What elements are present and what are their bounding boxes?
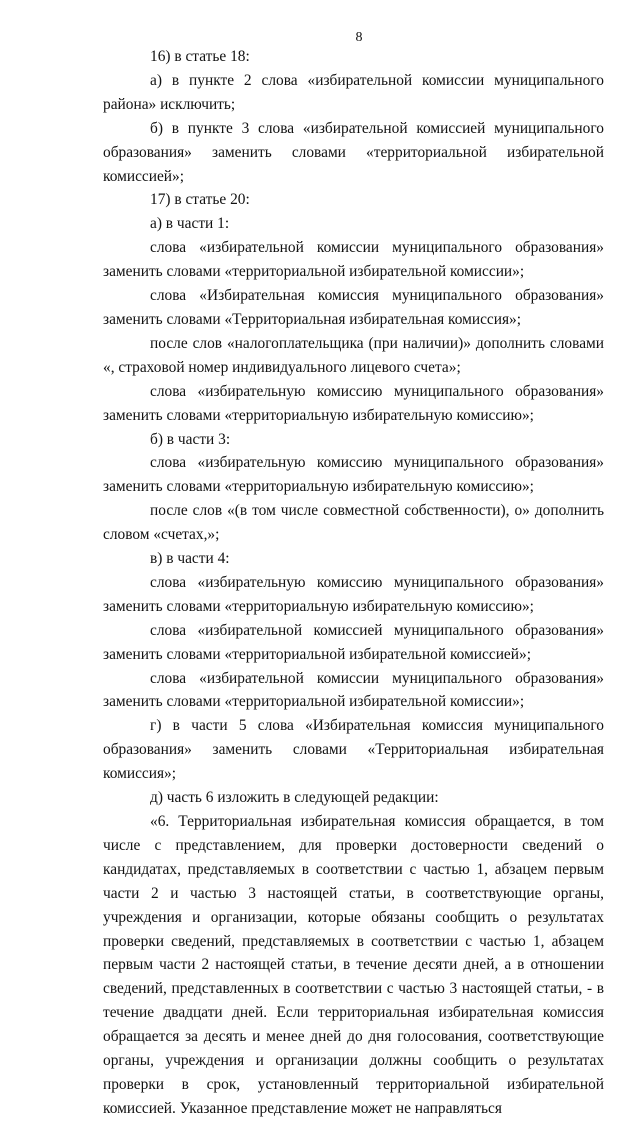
paragraph-17b-item-2: после слов «(в том числе совместной собственности), о» дополнить словом «счетах,»; (103, 502, 604, 544)
paragraph-17a-item-2: слова «Избирательная комиссия муниципального образования» заменить словами «Территориальная избирательная комиссия»; (103, 287, 604, 328)
paragraph-17b: б) в части 3: (150, 430, 231, 448)
paragraph-16b: б) в пункте 3 слова «избирательной комиссией муниципального образования» заменить словами «территориальной избирательной комиссией»; (103, 119, 604, 185)
document-body (103, 45, 604, 1121)
paragraph-17v-item-2: слова «избирательной комиссией муниципального образования» заменить словами «территориальной избирательной комиссией»; (103, 621, 604, 663)
paragraph-17a-item-1: слова «избирательной комиссии муниципального образования» заменить словами «территориальной избирательной комиссии»; (103, 239, 604, 281)
paragraph-17a-item-4: слова «избирательную комиссию муниципального образования» заменить словами «территориальную избирательную комиссию»; (103, 382, 604, 424)
paragraph-17g: г) в части 5 слова «Избирательная комиссия муниципального образования» заменить словами «Территориальная избирательная комиссия»; (103, 717, 604, 783)
paragraph-16-article-18: 16) в статье 18: (150, 48, 250, 65)
page-number: 8 (355, 30, 363, 45)
paragraph-16a: а) в пункте 2 слова «избирательной комиссии муниципального района» исключить; (103, 71, 604, 113)
paragraph-17v: в) в части 4: (150, 550, 230, 568)
paragraph-part-6-text: «6. Территориальная избирательная комиссия обращается, в том числе с представлением, для проверки достоверности сведений о кандидатах, представляемых в соответствии с частью 1, абзацем первым части 2 и частью 3 настоящей статьи, в соответствующие органы, учреждения и организации, которые обязаны сообщить о результатах проверки сведений, представляемых в соответствии с частью 1, абзацем первым части 2 настоящей статьи, в течение десяти дней, а в отношении сведений, представленных в соответствии с частью 3 настоящей статьи, - в течение двадцати дней. Если территориальная избирательная комиссия обращается за десять и менее дней до дня голосования, соответствующие органы, учреждения и организации должны сообщить о результатах проверки в срок, установленный территориальной избирательной комиссией. Указанное представление может не направляться (103, 813, 604, 1117)
paragraph-17b-item-1: слова «избирательную комиссию муниципального образования» заменить словами «территориальную избирательную комиссию»; (103, 454, 604, 496)
paragraph-17v-item-1: слова «избирательную комиссию муниципального образования» заменить словами «территориальную избирательную комиссию»; (103, 573, 604, 615)
paragraph-17a-item-3: после слов «налогоплательщика (при наличии)» дополнить словами «, страховой номер индивидуального лицевого счета»; (103, 334, 604, 376)
paragraph-17v-item-3: слова «избирательной комиссии муниципального образования» заменить словами «территориальной избирательной комиссии»; (103, 669, 604, 711)
paragraph-17a: а) в части 1: (150, 215, 230, 233)
paragraph-17d: д) часть 6 изложить в следующей редакции: (150, 789, 439, 807)
paragraph-17-article-20: 17) в статье 20: (150, 191, 250, 209)
